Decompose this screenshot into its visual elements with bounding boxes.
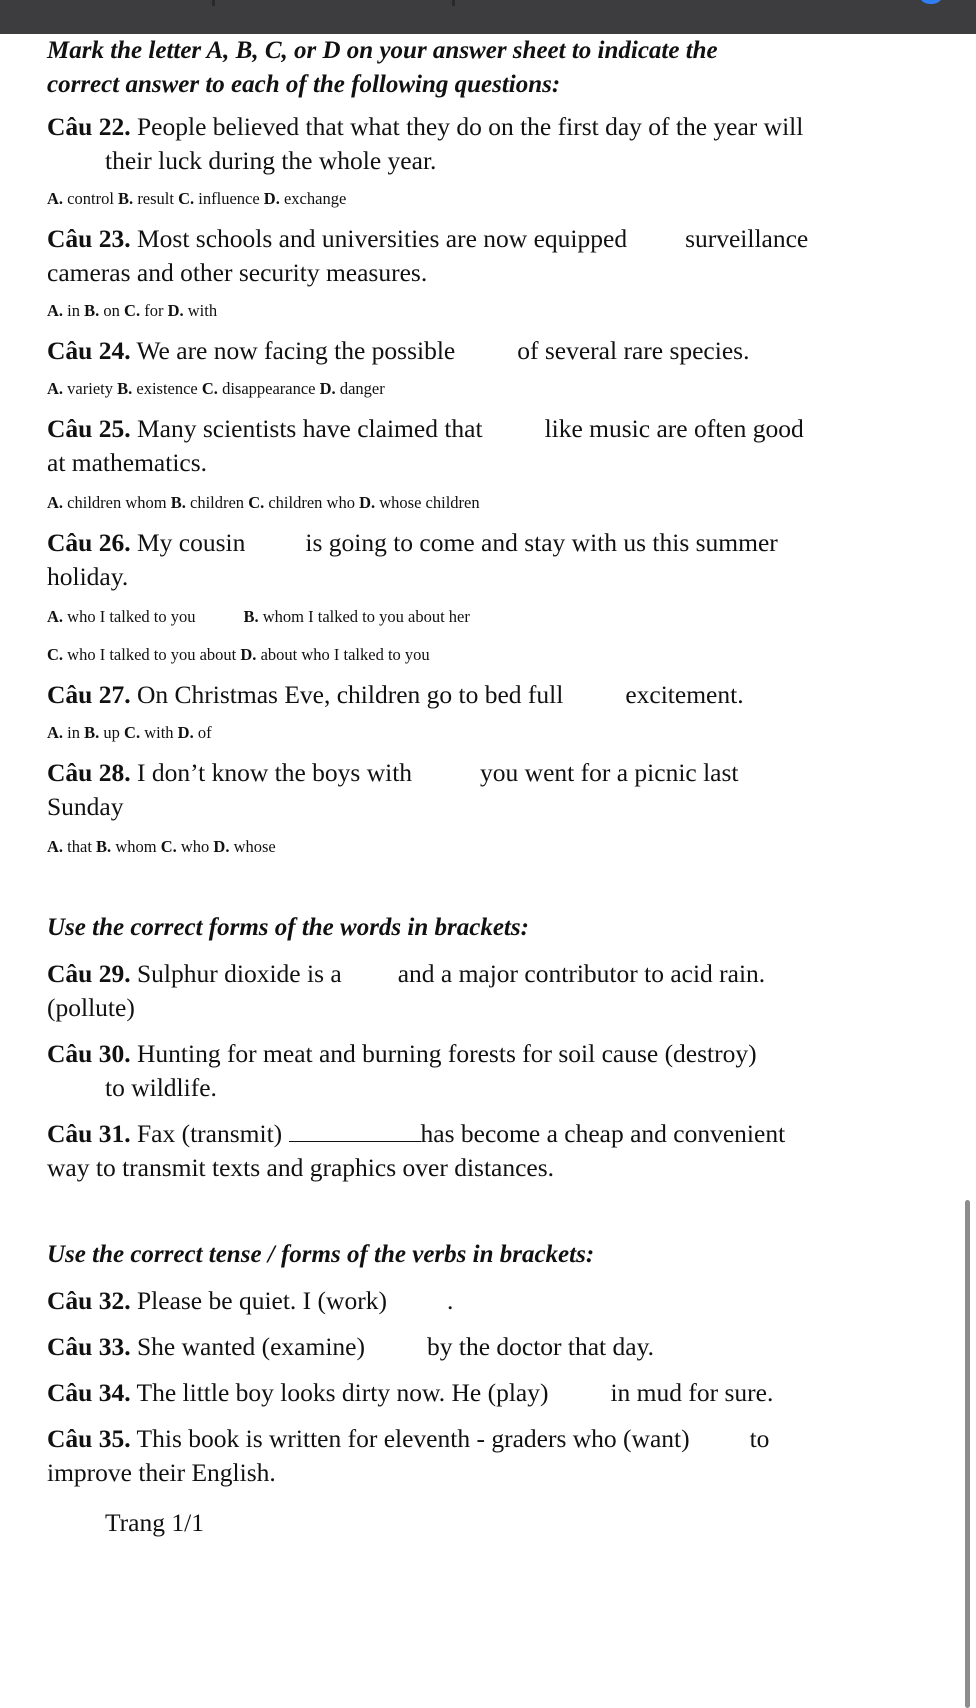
- question-31: [47, 1117, 947, 1151]
- question-26-continued: [47, 560, 947, 594]
- option-letter: A.: [47, 379, 64, 398]
- option-letter: A.: [47, 301, 64, 320]
- option-text: whom I talked to you about her: [262, 607, 470, 626]
- question-text: and a major contributor to acid rain.: [397, 959, 766, 988]
- option-letter: B.: [84, 301, 100, 320]
- question-number: Câu 27.: [47, 680, 131, 709]
- question-text: Please be quiet. I (work): [136, 1286, 387, 1315]
- option-text: on: [103, 301, 120, 320]
- question-29: [47, 957, 947, 991]
- page-footer: [47, 1506, 947, 1540]
- question-text: Sunday: [47, 792, 124, 821]
- question-text: like music are often good: [544, 414, 804, 443]
- option-letter: A.: [47, 723, 64, 742]
- question-number: Câu 30.: [47, 1039, 131, 1068]
- option-letter: A.: [47, 493, 64, 512]
- option-letter: A.: [47, 837, 64, 856]
- question-number: Câu 31.: [47, 1119, 131, 1148]
- question-text: to wildlife.: [105, 1073, 217, 1102]
- option-text: who: [180, 837, 210, 856]
- option-letter: B.: [118, 189, 134, 208]
- question-text: to: [749, 1424, 770, 1453]
- question-24: [47, 334, 947, 368]
- option-text: children who: [268, 493, 355, 512]
- options-28: [47, 836, 947, 858]
- option-letter: B.: [84, 723, 100, 742]
- question-text: improve their English.: [47, 1458, 276, 1487]
- question-text: (pollute): [47, 993, 135, 1022]
- question-text: cameras and other security measures.: [47, 258, 428, 287]
- question-text: of several rare species.: [517, 336, 750, 365]
- option-text: children: [190, 493, 245, 512]
- option-letter: B.: [117, 379, 133, 398]
- option-text: in: [67, 723, 81, 742]
- option-letter: A.: [47, 189, 64, 208]
- question-text: People believed that what they do on the first day of the year will: [136, 112, 804, 141]
- question-number: Câu 22.: [47, 112, 131, 141]
- question-33: [47, 1330, 947, 1364]
- question-35-continued: [47, 1456, 947, 1490]
- option-letter: C.: [201, 379, 218, 398]
- question-22: [47, 110, 947, 144]
- question-text: Fax (transmit): [136, 1119, 283, 1148]
- toolbar-mark: [452, 0, 455, 6]
- question-text: way to transmit texts and graphics over distances.: [47, 1153, 555, 1182]
- question-30: [47, 1037, 947, 1071]
- question-text: at mathematics.: [47, 448, 208, 477]
- question-30-continued: [47, 1071, 947, 1105]
- option-text: whom: [115, 837, 157, 856]
- option-text: with: [187, 301, 218, 320]
- question-text: in mud for sure.: [610, 1378, 774, 1407]
- instruction-line: Use the correct forms of the words in brackets:: [47, 914, 529, 941]
- question-number: Câu 32.: [47, 1286, 131, 1315]
- option-letter: D.: [177, 723, 194, 742]
- question-text: We are now facing the possible: [136, 336, 456, 365]
- question-28-continued: [47, 790, 947, 824]
- question-text: has become a cheap and convenient: [420, 1119, 786, 1148]
- question-text: by the doctor that day.: [426, 1332, 655, 1361]
- question-number: Câu 33.: [47, 1332, 131, 1361]
- question-text: is going to come and stay with us this summer: [305, 528, 778, 557]
- question-text: Sulphur dioxide is a: [136, 959, 342, 988]
- option-text: influence: [198, 189, 260, 208]
- option-letter: A.: [47, 607, 64, 626]
- option-text: with: [144, 723, 174, 742]
- option-letter: D.: [359, 493, 376, 512]
- question-27: [47, 678, 947, 712]
- toolbar-mark: [212, 0, 215, 6]
- question-text: .: [446, 1286, 454, 1315]
- question-25-continued: [47, 446, 947, 480]
- option-text: existence: [136, 379, 198, 398]
- option-letter: D.: [319, 379, 336, 398]
- instruction-mcq: [47, 34, 947, 102]
- question-number: Câu 34.: [47, 1378, 131, 1407]
- question-number: Câu 29.: [47, 959, 131, 988]
- question-text: holiday.: [47, 562, 129, 591]
- option-letter: D.: [213, 837, 230, 856]
- question-number: Câu 26.: [47, 528, 131, 557]
- option-letter: C.: [47, 645, 64, 664]
- option-text: disappearance: [222, 379, 316, 398]
- instruction-word-forms: [47, 911, 947, 945]
- option-letter: C.: [160, 837, 177, 856]
- option-text: about who I talked to you: [260, 645, 430, 664]
- option-letter: C.: [124, 301, 141, 320]
- option-letter: B.: [96, 837, 112, 856]
- option-text: exchange: [283, 189, 347, 208]
- option-letter: D.: [263, 189, 280, 208]
- document-page: [47, 34, 947, 1540]
- question-text: Many scientists have claimed that: [136, 414, 483, 443]
- option-text: in: [67, 301, 81, 320]
- question-text: excitement.: [625, 680, 744, 709]
- option-letter: B.: [243, 607, 259, 626]
- option-letter: B.: [170, 493, 186, 512]
- question-text: surveillance: [685, 224, 809, 253]
- question-text: their luck during the whole year.: [105, 146, 437, 175]
- options-23: [47, 300, 947, 322]
- option-text: control: [67, 189, 114, 208]
- options-22: [47, 188, 947, 210]
- question-28: [47, 756, 947, 790]
- option-text: whose: [233, 837, 276, 856]
- question-text: The little boy looks dirty now. He (play): [136, 1378, 549, 1407]
- option-text: of: [197, 723, 212, 742]
- option-text: result: [137, 189, 174, 208]
- option-text: whose children: [379, 493, 480, 512]
- question-text: Hunting for meat and burning forests for soil cause (destroy): [136, 1039, 757, 1068]
- option-letter: C.: [124, 723, 141, 742]
- option-text: for: [144, 301, 164, 320]
- option-text: children whom: [67, 493, 167, 512]
- instruction-line: correct answer to each of the following questions:: [47, 71, 561, 98]
- status-dot-icon: [918, 0, 944, 4]
- option-letter: D.: [167, 301, 184, 320]
- options-26-row2: [47, 644, 947, 666]
- option-letter: C.: [248, 493, 265, 512]
- option-text: who I talked to you: [67, 607, 196, 626]
- question-26: [47, 526, 947, 560]
- question-number: Câu 28.: [47, 758, 131, 787]
- option-text: up: [103, 723, 120, 742]
- question-text: Most schools and universities are now equipped: [136, 224, 628, 253]
- top-toolbar: [0, 0, 976, 34]
- options-27: [47, 722, 947, 744]
- question-35: [47, 1422, 947, 1456]
- option-letter: D.: [240, 645, 257, 664]
- question-23-continued: [47, 256, 947, 290]
- question-text: I don’t know the boys with: [136, 758, 413, 787]
- answer-blank: [289, 1117, 421, 1142]
- option-text: who I talked to you about: [67, 645, 237, 664]
- question-text: On Christmas Eve, children go to bed full: [136, 680, 564, 709]
- instruction-verb-forms: [47, 1238, 947, 1272]
- question-22-continued: [47, 144, 947, 178]
- question-number: Câu 25.: [47, 414, 131, 443]
- question-25: [47, 412, 947, 446]
- option-text: that: [67, 837, 92, 856]
- question-34: [47, 1376, 947, 1410]
- question-29-continued: [47, 991, 947, 1025]
- question-number: Câu 23.: [47, 224, 131, 253]
- question-number: Câu 24.: [47, 336, 131, 365]
- question-23: [47, 222, 947, 256]
- instruction-line: Mark the letter A, B, C, or D on your answer sheet to indicate the: [47, 37, 718, 64]
- question-text: you went for a picnic last: [480, 758, 739, 787]
- option-text: danger: [339, 379, 385, 398]
- options-26-row1: [47, 606, 947, 628]
- option-letter: C.: [178, 189, 195, 208]
- scrollbar[interactable]: [965, 1200, 970, 1708]
- page-number: Trang 1/1: [105, 1508, 204, 1537]
- question-text: She wanted (examine): [136, 1332, 365, 1361]
- question-32: [47, 1284, 947, 1318]
- options-24: [47, 378, 947, 400]
- question-text: My cousin: [136, 528, 246, 557]
- question-text: This book is written for eleventh - graders who (want): [136, 1424, 690, 1453]
- question-number: Câu 35.: [47, 1424, 131, 1453]
- instruction-line: Use the correct tense / forms of the verbs in brackets:: [47, 1241, 595, 1268]
- options-25: [47, 492, 947, 514]
- question-31-continued: [47, 1151, 947, 1185]
- option-text: variety: [67, 379, 113, 398]
